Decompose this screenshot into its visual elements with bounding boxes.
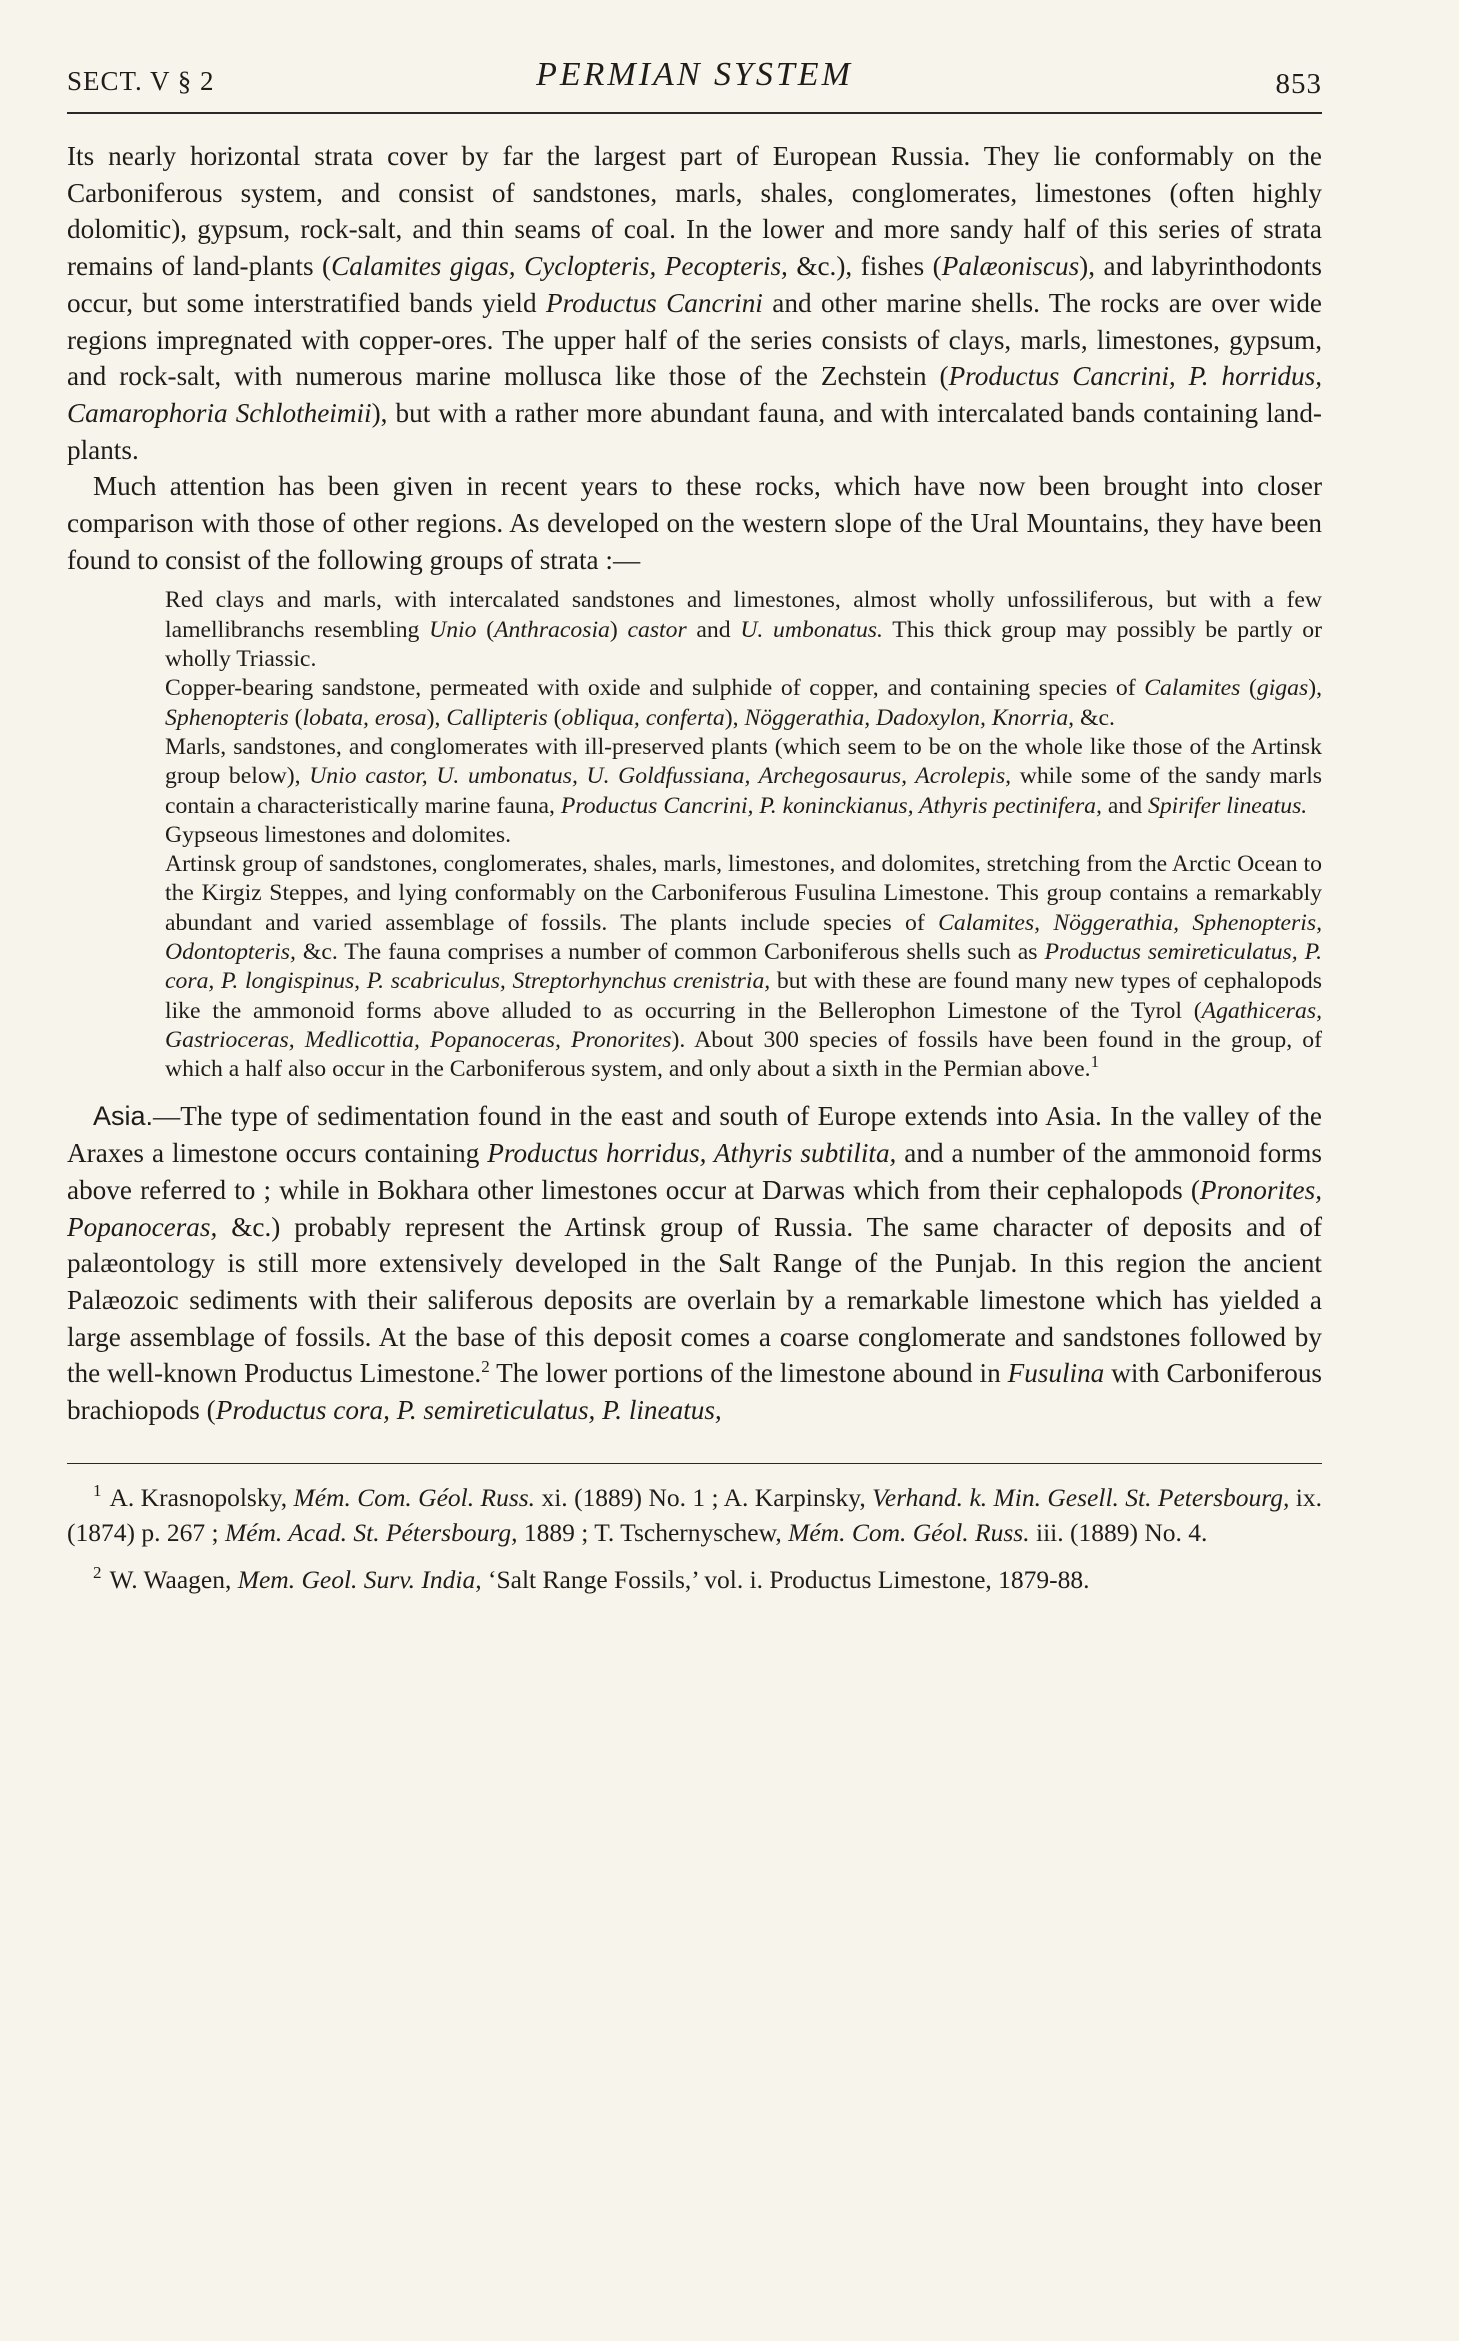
page-title: PERMIAN SYSTEM	[536, 56, 853, 93]
text-run: Artinsk group of sandstones, conglomerates, shales, marls, limestones, and dolomites, stretching from the Arctic Ocean to the Kirgiz Steppes, and lying conformably on the Carboniferous Fusulina Limestone. This group contains a remarkably abundant and varied assemblage of fossils. The plants include species of	[165, 851, 1322, 936]
text-run: and a number of the ammonoid forms above referred to ; while in Bokhara other limestones occur at Darwas which from their cephalopods (	[67, 1138, 1322, 1205]
footnote-reference: 1	[1090, 1052, 1100, 1072]
text-run: while some of the sandy marls contain a characteristically marine fauna,	[165, 763, 1322, 819]
strata-group-item	[165, 586, 1322, 674]
italic-term: gigas	[1256, 675, 1309, 702]
text-run: Marls, sandstones, and conglomerates with ill-preserved plants (which seem to be on the whole like those of the Artinsk group below),	[165, 733, 1322, 790]
section-label: SECT. V § 2	[67, 66, 215, 96]
italic-term: Calamites, Nöggerathia, Sphenopteris, Odontopteris,	[165, 909, 1323, 965]
paragraph-ural: Much attention has been given in recent years to these rocks, which have now been brought into closer comparison with those of other regions. As developed on the western slope of the Ural Mountains, they have been found to consist of the following groups of strata :—	[67, 471, 1322, 575]
italic-term: Productus Cancrini, P. horridus, Camarophoria Schlotheimii	[67, 361, 1322, 428]
footnote-text	[67, 1483, 1322, 1547]
text-run: 1889 ; T. Tschernyschew,	[517, 1517, 789, 1547]
text-run: W. Waagen,	[109, 1564, 238, 1594]
text-run: Copper-bearing sandstone, permeated with oxide and sulphide of copper, and containing species of	[165, 675, 1145, 702]
text-run: (	[1240, 675, 1257, 702]
italic-term: castor	[627, 616, 687, 643]
footnote-reference: 2	[481, 1357, 490, 1377]
text-run: ‘Salt Range Fossils,’ vol. i. Productus Limestone, 1879-88.	[481, 1564, 1090, 1594]
text-run: ). About 300 species of fossils have been found in the group, of which a half also occur in the Carboniferous system, and only about a sixth in the Permian above.	[165, 1026, 1322, 1083]
text-run: (	[288, 704, 303, 731]
text-run: and	[686, 616, 741, 643]
italic-term: Callipteris	[446, 704, 548, 731]
asia-body	[67, 1101, 1322, 1425]
text-run: A. Krasnopolsky,	[109, 1482, 294, 1512]
header-rule	[67, 112, 1322, 114]
footnote-mark: 1	[93, 1481, 102, 1501]
text-run: ),	[426, 704, 447, 731]
footnote-rule	[67, 1463, 1322, 1464]
text-run: ),	[1308, 675, 1323, 702]
running-header	[67, 52, 1322, 108]
paragraph-russia	[67, 138, 1322, 468]
italic-term: Palæoniscus	[941, 251, 1080, 282]
text-run: The lower portions of the limestone abound in	[489, 1358, 1008, 1389]
asia-heading: Asia.	[93, 1101, 154, 1132]
strata-group-item	[165, 850, 1322, 1084]
footnote-2	[67, 1562, 1322, 1597]
footnote-mark: 2	[93, 1563, 102, 1583]
footnote-1	[67, 1480, 1322, 1550]
text-run: &c. The fauna comprises a number of common Carboniferous shells such as	[295, 939, 1045, 965]
italic-term: Unio	[429, 616, 477, 643]
italic-term: Sphenopteris	[165, 704, 289, 731]
italic-term: Nöggerathia, Dadoxylon, Knorria,	[744, 704, 1075, 731]
text-run: This thick group may possibly be partly or wholly Triassic.	[165, 616, 1322, 673]
text-run: but with these are found many new types of cephalopods like the ammonoid forms above alluded to as occurring in the Bellerophon Limestone of the Tyrol (	[165, 968, 1322, 1024]
italic-term: Mem. Geol. Surv. India,	[237, 1564, 482, 1594]
italic-term: Productus Cancrini, P. koninckianus, Athyris pectinifera,	[560, 792, 1102, 819]
text-run: &c.	[1074, 704, 1115, 731]
text-run: and other marine shells. The rocks are over wide regions impregnated with copper-ores. The upper half of the series consists of clays, marls, limestones, gypsum, and rock-salt, with numerous marine mollusca like those of the Zechstein (	[67, 287, 1322, 392]
text-run: Its nearly horizontal strata cover by far the largest part of European Russia. They lie conformably on the Carboniferous system, and consist of sandstones, marls, shales, conglomerates, limestones (often highly dolomitic), gypsum, rock-salt, and thin seams of coal. In the lower and more sandy half of this series of strata remains of land-plants (	[67, 141, 1322, 282]
footnotes	[67, 1480, 1322, 1597]
italic-term: Verhand. k. Min. Gesell. St. Petersbourg,	[872, 1482, 1290, 1512]
strata-group-item	[165, 733, 1322, 821]
text-run: ),	[724, 704, 745, 731]
paragraph-asia	[67, 1098, 1322, 1428]
text-run: Red clays and marls, with intercalated sandstones and limestones, almost wholly unfossiliferous, but with a few lamellibranchs resembling	[165, 587, 1322, 643]
page-number: 853	[1275, 68, 1322, 100]
strata-group-item	[165, 821, 1322, 850]
text-run: ix. (1874) p. 267 ;	[67, 1482, 1323, 1547]
italic-term: Mém. Com. Géol. Russ.	[788, 1517, 1030, 1547]
text-run: Gypseous limestones and dolomites.	[165, 821, 512, 848]
text-run: with Carboniferous brachiopods (	[67, 1358, 1322, 1426]
text-run: (	[547, 704, 562, 731]
text-run: ), and labyrinthodonts occur, but some interstratified bands yield	[67, 251, 1322, 318]
italic-term: Mém. Com. Géol. Russ.	[293, 1482, 536, 1512]
italic-term: Productus horridus, Athyris subtilita,	[487, 1138, 897, 1169]
italic-term: Calamites gigas, Cyclopteris, Pecopteris,	[331, 251, 788, 282]
text-run: iii. (1889) No. 4.	[1029, 1517, 1208, 1547]
italic-term: U. umbonatus.	[740, 616, 883, 643]
main-text	[67, 138, 1322, 1429]
italic-term: Productus cora, P. semireticulatus, P. lineatus,	[215, 1395, 722, 1426]
italic-term: Productus Cancrini	[546, 287, 763, 318]
italic-term: Mém. Acad. St. Pétersbourg,	[224, 1517, 518, 1547]
text-run: —The type of sedimentation found in the east and south of Europe extends into Asia. In the valley of the Araxes a limestone occurs containing	[67, 1101, 1322, 1169]
footnote-text	[110, 1565, 1090, 1594]
text-run: &c.) probably represent the Artinsk group of Russia. The same character of deposits and of palæontology is still more extensively developed in the Salt Range of the Punjab. In this region the ancient Palæozoic sediments with their saliferous deposits are overlain by a remarkable limestone which has yielded a large assemblage of fossils. At the base of this deposit comes a coarse conglomerate and sandstones followed by the well-known Productus Limestone.	[67, 1211, 1322, 1389]
italic-term: Unio castor, U. umbonatus, U. Goldfussiana, Archegosaurus, Acrolepis,	[309, 763, 1012, 790]
italic-term: Agathiceras, Gastrioceras, Medlicottia, Popanoceras, Pronorites	[165, 997, 1322, 1053]
italic-term: Productus semireticulatus, P. cora, P. longispinus, P. scabriculus, Streptorhynchus crenistria,	[165, 939, 1322, 995]
italic-term: Calamites	[1144, 675, 1241, 702]
text-run: (	[476, 616, 495, 643]
text-run: xi. (1889) No. 1 ; A. Karpinsky,	[535, 1482, 873, 1512]
strata-groups-list	[165, 586, 1322, 1084]
italic-term: obliqua, conferta	[561, 704, 725, 731]
text-run: ), but with a rather more abundant fauna, and with intercalated bands containing land-plants.	[67, 397, 1322, 465]
text-run: )	[609, 616, 628, 643]
text-run: &c.), fishes (	[787, 251, 942, 282]
strata-group-item	[165, 674, 1322, 733]
italic-term: Fusulina	[1007, 1358, 1105, 1389]
italic-term: Anthracosia	[494, 616, 610, 643]
italic-term: Spirifer lineatus.	[1147, 792, 1308, 819]
text-run: and	[1101, 792, 1148, 819]
italic-term: lobata, erosa	[302, 704, 427, 731]
italic-term: Pronorites, Popanoceras,	[67, 1174, 1322, 1242]
